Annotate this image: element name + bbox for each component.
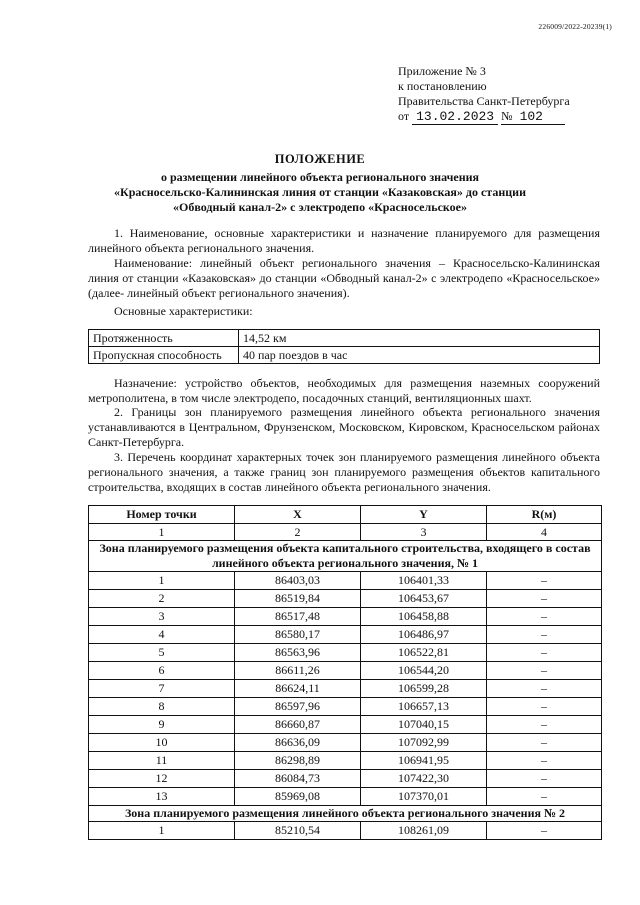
document-subtitle <box>80 170 560 215</box>
point-number: 7 <box>89 680 235 698</box>
x-coordinate: 86084,73 <box>235 770 361 788</box>
y-coordinate: 106522,81 <box>361 644 487 662</box>
characteristic-name: Протяженность <box>89 330 239 347</box>
radius-value: – <box>487 644 602 662</box>
zone-1-title: Зона планируемого размещения объекта капитального строительства, входящего в состав линейного объекта регионального значения, № 1 <box>89 541 602 572</box>
y-coordinate: 106458,88 <box>361 608 487 626</box>
y-coordinate: 106544,20 <box>361 662 487 680</box>
table-row <box>89 644 602 662</box>
decree-number: 102 <box>519 109 543 124</box>
appendix-line-3: Правительства Санкт-Петербурга <box>398 94 570 108</box>
table-row <box>89 752 602 770</box>
header-radius: R(м) <box>487 506 602 524</box>
x-coordinate: 86580,17 <box>235 626 361 644</box>
table-row <box>89 347 600 364</box>
x-coordinate: 86298,89 <box>235 752 361 770</box>
table-row <box>89 716 602 734</box>
point-number: 11 <box>89 752 235 770</box>
table-row <box>89 330 600 347</box>
coordinates-table <box>88 505 602 840</box>
radius-value: – <box>487 822 602 840</box>
y-coordinate: 107370,01 <box>361 788 487 806</box>
point-number: 1 <box>89 572 235 590</box>
x-coordinate: 86611,26 <box>235 662 361 680</box>
paragraph-5: 2. Границы зон планируемого размещения линейного объекта регионального значения устанавливаются в Центральном, Фрунзенском, Московском, Кировском, Красносельском районах Санкт-Петербурга. <box>88 405 600 449</box>
radius-value: – <box>487 626 602 644</box>
radius-value: – <box>487 752 602 770</box>
date-prefix: от <box>398 109 410 123</box>
y-coordinate: 106401,33 <box>361 572 487 590</box>
number-field <box>501 109 565 125</box>
point-number: 6 <box>89 662 235 680</box>
y-coordinate: 106599,28 <box>361 680 487 698</box>
table-row <box>89 590 602 608</box>
document-code: 226009/2022-20239(1) <box>538 22 612 31</box>
point-number: 12 <box>89 770 235 788</box>
table-row <box>89 698 602 716</box>
y-coordinate: 107092,99 <box>361 734 487 752</box>
radius-value: – <box>487 770 602 788</box>
paragraph-2: Наименование: линейный объект регионального значения – Красносельско-Калининская линия от станции «Казаковская» до станции «Обводный канал-2» с электродепо «Красносельское» (далее- линейный объект регионального значения). <box>88 256 600 300</box>
radius-value: – <box>487 734 602 752</box>
index-cell: 2 <box>235 524 361 541</box>
table-row <box>89 608 602 626</box>
y-coordinate: 107040,15 <box>361 716 487 734</box>
header-x: X <box>235 506 361 524</box>
y-coordinate: 107422,30 <box>361 770 487 788</box>
x-coordinate: 85210,54 <box>235 822 361 840</box>
zone-1-header <box>89 541 602 572</box>
point-number: 5 <box>89 644 235 662</box>
table-header-row <box>89 506 602 524</box>
radius-value: – <box>487 698 602 716</box>
decree-date: 13.02.2023 <box>412 109 498 125</box>
x-coordinate: 86403,03 <box>235 572 361 590</box>
radius-value: – <box>487 608 602 626</box>
appendix-line-2: к постановлению <box>398 79 487 93</box>
zone-2-title: Зона планируемого размещения линейного объекта регионального значения № 2 <box>89 806 602 822</box>
table-index-row <box>89 524 602 541</box>
point-number: 9 <box>89 716 235 734</box>
table-row <box>89 626 602 644</box>
table-row <box>89 572 602 590</box>
number-prefix: № <box>501 109 513 123</box>
zone-2-header <box>89 806 602 822</box>
radius-value: – <box>487 590 602 608</box>
paragraph-1: 1. Наименование, основные характеристики и назначение планируемого для размещения линейного объекта регионального значения. <box>88 226 600 255</box>
x-coordinate: 86517,48 <box>235 608 361 626</box>
index-cell: 3 <box>361 524 487 541</box>
y-coordinate: 106453,67 <box>361 590 487 608</box>
header-y: Y <box>361 506 487 524</box>
point-number: 8 <box>89 698 235 716</box>
table-row <box>89 770 602 788</box>
y-coordinate: 106657,13 <box>361 698 487 716</box>
x-coordinate: 86519,84 <box>235 590 361 608</box>
point-number: 1 <box>89 822 235 840</box>
paragraph-3: Основные характеристики: <box>114 304 253 318</box>
characteristic-value: 40 пар поездов в час <box>239 347 600 364</box>
radius-value: – <box>487 716 602 734</box>
table-row <box>89 662 602 680</box>
characteristic-name: Пропускная способность <box>89 347 239 364</box>
characteristic-value: 14,52 км <box>239 330 600 347</box>
table-row <box>89 788 602 806</box>
y-coordinate: 108261,09 <box>361 822 487 840</box>
header-point-number: Номер точки <box>89 506 235 524</box>
point-number: 4 <box>89 626 235 644</box>
table-row <box>89 734 602 752</box>
document-title: ПОЛОЖЕНИЕ <box>274 152 366 166</box>
paragraph-4: Назначение: устройство объектов, необходимых для размещения наземных сооружений метрополитена, в том числе электродепо, посадочных станций, вентиляционных шахт. <box>88 376 600 405</box>
y-coordinate: 106941,95 <box>361 752 487 770</box>
x-coordinate: 86660,87 <box>235 716 361 734</box>
index-cell: 1 <box>89 524 235 541</box>
point-number: 13 <box>89 788 235 806</box>
subtitle-line-1: о размещении линейного объекта регионального значения <box>160 170 480 184</box>
radius-value: – <box>487 680 602 698</box>
point-number: 10 <box>89 734 235 752</box>
point-number: 3 <box>89 608 235 626</box>
radius-value: – <box>487 662 602 680</box>
x-coordinate: 86563,96 <box>235 644 361 662</box>
appendix-line-1: Приложение № 3 <box>398 64 486 78</box>
index-cell: 4 <box>487 524 602 541</box>
table-row <box>89 680 602 698</box>
x-coordinate: 85969,08 <box>235 788 361 806</box>
x-coordinate: 86636,09 <box>235 734 361 752</box>
y-coordinate: 106486,97 <box>361 626 487 644</box>
subtitle-line-2: «Красносельско-Калининская линия от станции «Казаковская» до станции <box>114 185 526 199</box>
radius-value: – <box>487 572 602 590</box>
subtitle-line-3: «Обводный канал-2» с электродепо «Красносельское» <box>173 200 467 214</box>
characteristics-table <box>88 329 600 364</box>
paragraph-6: 3. Перечень координат характерных точек зон планируемого размещения линейного объекта регионального значения, а также границ зон планируемого размещения объектов капитального строительства, входящих в состав линейного объекта регионального значения. <box>88 450 600 494</box>
radius-value: – <box>487 788 602 806</box>
appendix-block <box>398 64 570 125</box>
x-coordinate: 86624,11 <box>235 680 361 698</box>
appendix-date-line <box>398 109 570 125</box>
x-coordinate: 86597,96 <box>235 698 361 716</box>
point-number: 2 <box>89 590 235 608</box>
table-row <box>89 822 602 840</box>
